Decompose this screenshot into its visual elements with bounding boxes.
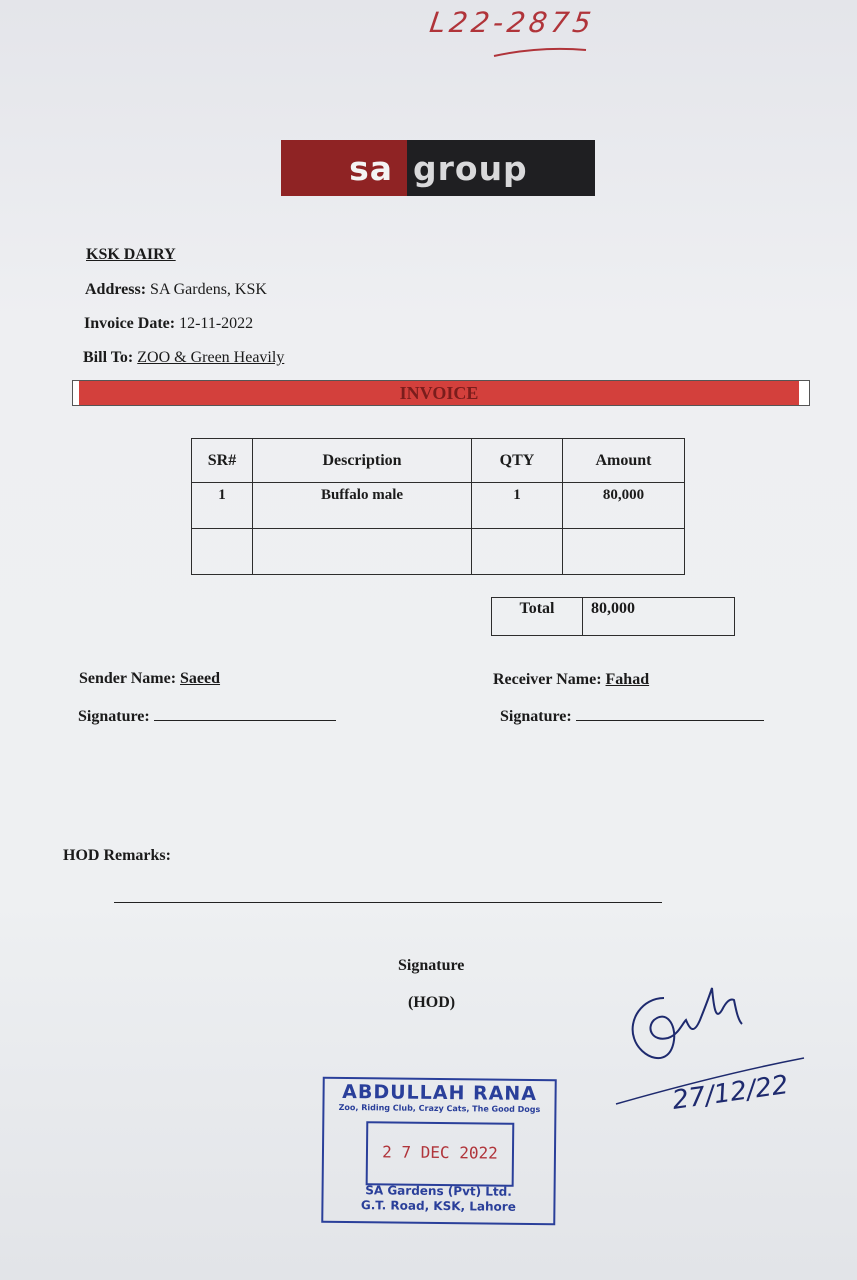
receiver-signature-line [500,706,764,726]
handwritten-date: 27/12/22 [670,1070,791,1116]
invoice-date-line [84,315,253,333]
sa-group-logo [281,140,595,196]
invoice-title: INVOICE [79,381,799,405]
handwritten-reference: L22-2875 [427,6,597,39]
header-qty: QTY [472,439,563,483]
cell-description [253,529,472,575]
logo-group-text: group [413,148,528,188]
receiver-name: Fahad [605,671,650,688]
cell-qty [472,529,563,575]
receiver-label: Receiver Name: [493,671,602,688]
hod-label: (HOD) [408,994,456,1011]
hod-signature-label: Signature [398,957,465,974]
invoice-banner [72,380,810,406]
cell-amount [563,529,685,575]
bill-to-value: ZOO & Green Heavily [137,349,285,366]
total-label: Total [492,598,583,636]
address-value: SA Gardens, KSK [150,281,267,298]
items-table [191,438,685,575]
receiver-line [493,671,649,689]
bill-to-label: Bill To: [83,349,134,366]
sender-signature-label: Signature: [78,708,150,725]
receiver-signature-label: Signature: [500,708,572,725]
header-sr: SR# [192,439,253,483]
stamp-company [323,1183,553,1215]
cell-sr [192,529,253,575]
address-label: Address: [85,281,147,298]
invoice-date-label: Invoice Date: [84,315,176,332]
cell-qty: 1 [472,483,563,529]
hod-remarks-label: HOD Remarks: [63,847,171,864]
cell-sr: 1 [192,483,253,529]
stamp-date: 2 7 DEC 2022 [382,1142,498,1163]
sender-signature-field [154,706,336,721]
stamp-company-line2: G.T. Road, KSK, Lahore [360,1198,516,1214]
hod-remarks-line [114,902,662,903]
sender-name: Saeed [180,670,221,687]
total-table [491,597,735,636]
address-line [85,281,267,299]
sender-signature-line [78,706,336,726]
company-stamp [321,1077,557,1225]
stamp-date-box [366,1121,515,1187]
receiver-signature-field [576,706,764,721]
header-amount: Amount [563,439,685,483]
invoice-date-value: 12-11-2022 [179,315,254,332]
sender-label: Sender Name: [79,670,177,687]
handwritten-underline [490,44,590,60]
table-header-row [192,439,685,483]
bill-to-line [83,349,284,367]
sender-line [79,670,220,688]
table-row [192,483,685,529]
company-name: KSK DAIRY [86,246,176,263]
cell-amount: 80,000 [563,483,685,529]
stamp-company-line1: SA Gardens (Pvt) Ltd. [365,1183,512,1199]
table-row [192,529,685,575]
stamp-tagline: Zoo, Riding Club, Crazy Cats, The Good Dogs [338,1102,541,1115]
header-description: Description [253,439,472,483]
logo-sa-text: sa [349,148,393,188]
cell-description: Buffalo male [253,483,472,529]
stamp-name: ABDULLAH RANA [342,1080,538,1106]
total-value: 80,000 [583,598,735,636]
